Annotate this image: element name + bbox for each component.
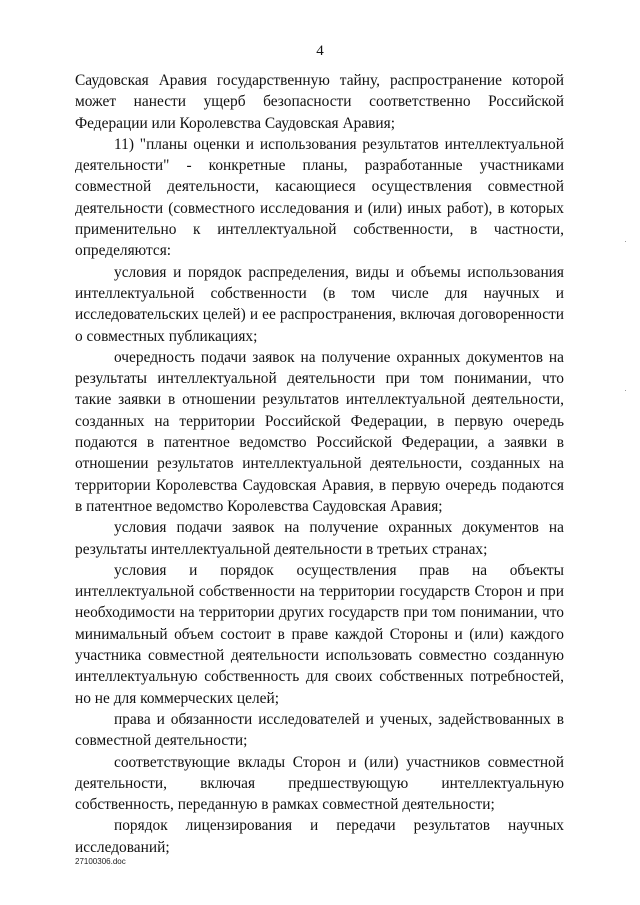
paragraph-8: соответствующие вклады Сторон и (или) участников совместной деятельности, включая предшествующую интеллектуальную собственность, переданную в рамках совместной деятельности; [75, 753, 564, 814]
document-body [75, 70, 564, 858]
paragraph-5: условия подачи заявок на получение охранных документов на результаты интеллектуальной деятельности в третьих странах; [75, 519, 564, 558]
page-number: 4 [316, 43, 324, 59]
scan-speck [625, 241, 626, 242]
scan-speck [625, 390, 626, 391]
paragraph-9: порядок лицензирования и передачи результатов научных исследований; [75, 817, 564, 856]
footer-file-code: 27100306.doc [75, 857, 126, 866]
paragraph-3: условия и порядок распределения, виды и объемы использования интеллектуальной собственности (в том числе для научных и исследовательских целей) и ее распространения, включая договоренности о совместных публикациях; [75, 263, 564, 345]
paragraph-7: права и обязанности исследователей и ученых, задействованных в совместной деятельности; [75, 710, 564, 750]
paragraph-6: условия и порядок осуществления прав на объекты интеллектуальной собственности на территории государств Сторон и при необходимости на территории других государств при том понимании, что минимальный объем состоит в праве каждой Стороны и (или) каждого участника совместной деятельности использовать совместно созданную интеллектуальную собственность для своих собственных потребностей, но не для коммерческих целей; [75, 561, 564, 707]
paragraph-4: очередность подачи заявок на получение охранных документов на результаты интеллектуальной деятельности при том понимании, что такие заявки в отношении результатов интеллектуальной деятельности, созданных на территории Российской Федерации, в первую очередь подаются в патентное ведомство Российской Федерации, а заявки в отношении результатов интеллектуальной деятельности, созданных на территории Королевства Саудовская Аравия, в первую очередь подаются в патентное ведомство Королевства Саудовская Аравия; [75, 348, 564, 515]
paragraph-2: 11) "планы оценки и использования результатов интеллектуальной деятельности" - конкретные планы, разработанные участниками совместной деятельности, касающиеся осуществления совместной деятельности (совместного исследования и (или) иных работ), в которых применительно к интеллектуальной собственности, в частности, определяются: [75, 135, 564, 260]
paragraph-1: Саудовская Аравия государственную тайну, распространение которой может нанести ущерб безопасности соответственно Российской Федерации или Королевства Саудовская Аравия; [75, 72, 564, 132]
